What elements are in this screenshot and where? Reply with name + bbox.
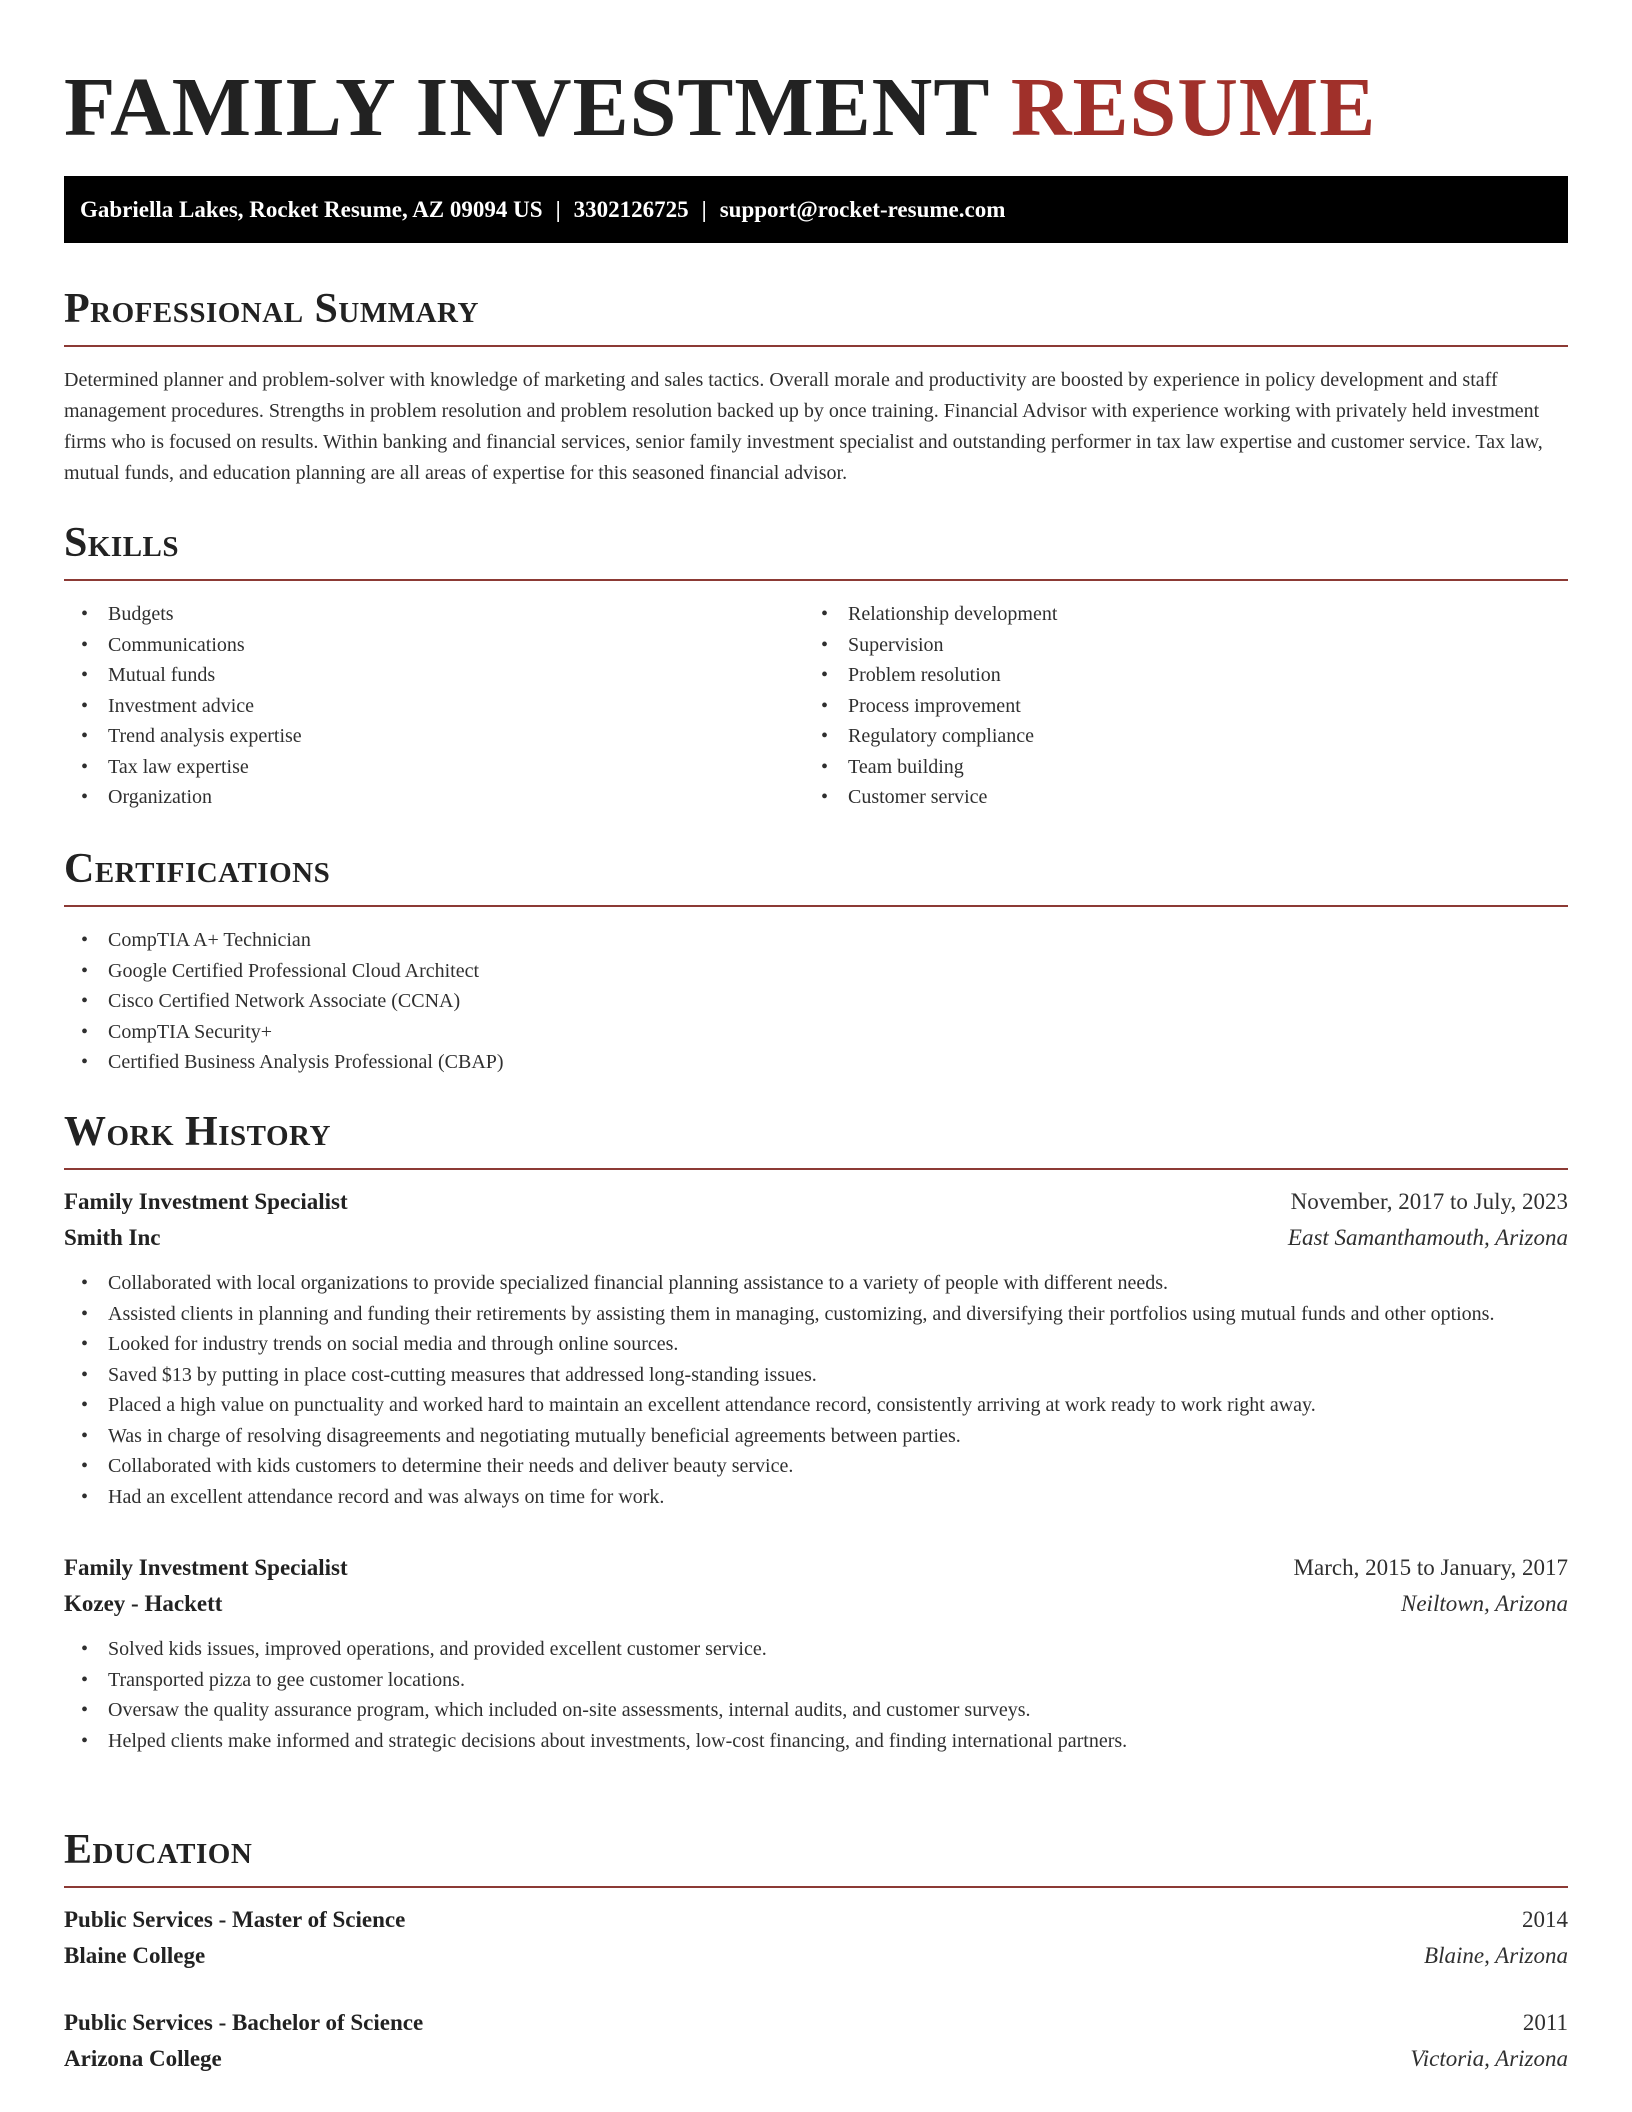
job-duty: • Saved $13 by putting in place cost-cutting measures that addressed long-standing issues. — [64, 1360, 1568, 1391]
school-name: Arizona College — [64, 2046, 222, 2071]
school-name: Blaine College — [64, 1943, 206, 1968]
graduation-year: 2011 — [1522, 2010, 1568, 2035]
certifications-section — [64, 843, 1568, 1078]
work-history-section — [64, 1106, 1568, 1756]
skill-item: • Regulatory compliance — [804, 721, 1544, 752]
contact-address: Gabriella Lakes, Rocket Resume, AZ 09094 US — [80, 197, 543, 222]
job-dates: March, 2015 to January, 2017 — [1293, 1555, 1568, 1580]
education-entry — [64, 1902, 1568, 1974]
certifications-heading: Certifications — [64, 846, 331, 892]
job-duty: • Transported pizza to gee customer locations. — [64, 1665, 1568, 1696]
section-divider — [64, 1886, 1568, 1888]
skill-item: • Organization — [64, 782, 804, 813]
job-entry — [64, 1184, 1568, 1512]
skills-heading: Skills — [64, 520, 180, 566]
school-location: Blaine, Arizona — [1424, 1943, 1568, 1968]
education-entry — [64, 2005, 1568, 2077]
skills-list-right — [804, 599, 1544, 813]
section-divider — [64, 905, 1568, 907]
degree: Public Services - Master of Science — [64, 1907, 406, 1932]
graduation-year: 2014 — [1522, 1907, 1568, 1932]
resume-page — [64, 0, 1568, 2071]
job-title: Family Investment Specialist — [64, 1555, 348, 1580]
title-accent: RESUME — [1010, 61, 1377, 154]
job-location: Neiltown, Arizona — [1401, 1591, 1568, 1616]
skills-section — [64, 517, 1568, 813]
skills-list-left — [64, 599, 804, 813]
certification-item: • CompTIA A+ Technician — [64, 925, 1568, 956]
education-section — [64, 1824, 1568, 2077]
certification-item: • Certified Business Analysis Professional (CBAP) — [64, 1047, 1568, 1078]
education-heading: Education — [64, 1827, 253, 1873]
skill-item: • Customer service — [804, 782, 1544, 813]
school-location: Victoria, Arizona — [1410, 2046, 1568, 2071]
contact-bar — [64, 176, 1568, 243]
job-company: Smith Inc — [64, 1225, 161, 1250]
job-duty: • Assisted clients in planning and funding their retirements by assisting them in managing, customizing, and diversifying their portfolios using mutual funds and other options. — [64, 1299, 1568, 1330]
job-dates: November, 2017 to July, 2023 — [1290, 1189, 1568, 1214]
certification-item: • Cisco Certified Network Associate (CCNA) — [64, 986, 1568, 1017]
job-title: Family Investment Specialist — [64, 1189, 348, 1214]
skill-item: • Investment advice — [64, 691, 804, 722]
contact-separator: | — [555, 197, 561, 222]
skill-item: • Tax law expertise — [64, 752, 804, 783]
job-duty: • Collaborated with kids customers to determine their needs and deliver beauty service. — [64, 1451, 1568, 1482]
summary-text: Determined planner and problem-solver with knowledge of marketing and sales tactics. Overall morale and productivity are boosted by experience in policy development and staff management procedures. Strengths in problem resolution and problem resolution backed up by once training. Financial Advisor with experience working with privately held investment firms who is focused on results. Within banking and financial services, senior family investment specialist and outstanding performer in tax law expertise and customer service. Tax law, mutual funds, and education planning are all areas of expertise for this seasoned financial advisor. — [64, 369, 1543, 484]
skill-item: • Relationship development — [804, 599, 1544, 630]
job-duty: • Collaborated with local organizations to provide specialized financial planning assistance to a variety of people with different needs. — [64, 1268, 1568, 1299]
summary-heading: Professional Summary — [64, 286, 479, 332]
job-duties-list — [64, 1634, 1568, 1756]
contact-separator: | — [701, 197, 707, 222]
degree: Public Services - Bachelor of Science — [64, 2010, 424, 2035]
skill-item: • Mutual funds — [64, 660, 804, 691]
skill-item: • Supervision — [804, 630, 1544, 661]
skill-item: • Trend analysis expertise — [64, 721, 804, 752]
summary-section — [64, 283, 1568, 489]
job-duty: • Helped clients make informed and strategic decisions about investments, low-cost financing, and finding international partners. — [64, 1726, 1568, 1757]
skills-columns — [64, 599, 1568, 813]
resume-title — [64, 0, 1568, 158]
section-divider — [64, 579, 1568, 581]
skill-item: • Team building — [804, 752, 1544, 783]
certifications-list — [64, 925, 1568, 1078]
skill-item: • Communications — [64, 630, 804, 661]
contact-phone: 3302126725 — [573, 197, 689, 222]
certification-item: • CompTIA Security+ — [64, 1017, 1568, 1048]
section-divider — [64, 345, 1568, 347]
job-duty: • Placed a high value on punctuality and worked hard to maintain an excellent attendance record, consistently arriving at work ready to work right away. — [64, 1390, 1568, 1421]
job-duty: • Was in charge of resolving disagreements and negotiating mutually beneficial agreements between parties. — [64, 1421, 1568, 1452]
job-duty: • Solved kids issues, improved operations, and provided excellent customer service. — [64, 1634, 1568, 1665]
work-history-heading: Work History — [64, 1109, 331, 1155]
title-main: FAMILY INVESTMENT — [64, 61, 989, 154]
skill-item: • Problem resolution — [804, 660, 1544, 691]
job-company: Kozey - Hackett — [64, 1591, 223, 1616]
job-entry — [64, 1550, 1568, 1756]
job-duty: • Looked for industry trends on social media and through online sources. — [64, 1329, 1568, 1360]
job-duty: • Oversaw the quality assurance program, which included on-site assessments, internal audits, and customer surveys. — [64, 1695, 1568, 1726]
job-duties-list — [64, 1268, 1568, 1512]
section-divider — [64, 1168, 1568, 1170]
skill-item: • Budgets — [64, 599, 804, 630]
skill-item: • Process improvement — [804, 691, 1544, 722]
certification-item: • Google Certified Professional Cloud Architect — [64, 956, 1568, 987]
job-location: East Samanthamouth, Arizona — [1287, 1225, 1568, 1250]
job-duty: • Had an excellent attendance record and was always on time for work. — [64, 1482, 1568, 1513]
contact-email: support@rocket-resume.com — [719, 197, 1006, 222]
